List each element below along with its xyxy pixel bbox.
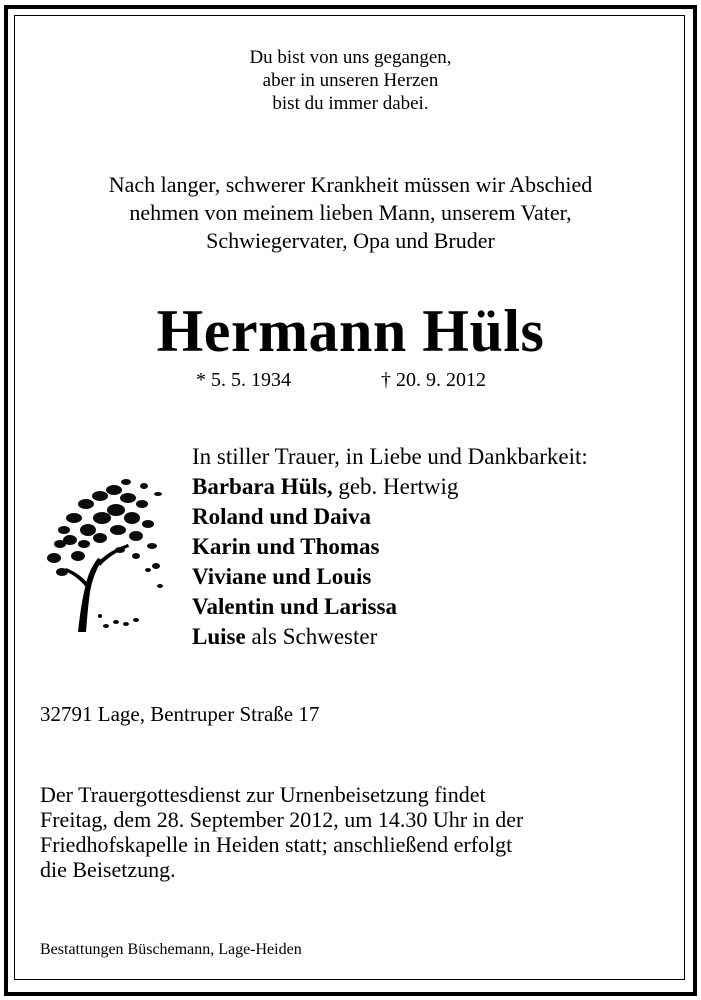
mourners-heading: In stiller Trauer, in Liebe und Dankbarkeit:	[192, 444, 588, 469]
deceased-name: Hermann Hüls	[156, 298, 545, 364]
mourner-row	[192, 622, 588, 652]
mourner-row	[192, 502, 588, 532]
mourner-name: Valentin und Larissa	[192, 594, 397, 619]
intro-line: Nach langer, schwerer Krankheit müssen wir Abschied	[108, 172, 593, 197]
mourner-name: Roland und Daiva	[192, 504, 371, 529]
mourner-name: Barbara Hüls,	[192, 474, 333, 499]
mourner-row	[192, 472, 588, 502]
mourner-name: Karin und Thomas	[192, 534, 380, 559]
tree-icon	[40, 474, 170, 634]
mourner-note: geb. Hertwig	[332, 474, 459, 499]
death-date: † 20. 9. 2012	[381, 369, 486, 391]
poem-line: bist du immer dabei.	[272, 93, 429, 114]
poem-line: aber in unseren Herzen	[262, 70, 439, 91]
mourner-note: als Schwester	[245, 624, 378, 649]
intro-text	[0, 171, 701, 255]
mourner-name: Luise	[192, 624, 246, 649]
mourners-list	[192, 442, 588, 652]
mourner-row	[192, 532, 588, 562]
intro-line: nehmen von meinem lieben Mann, unserem Vater,	[129, 200, 572, 225]
undertaker: Bestattungen Büschemann, Lage-Heiden	[40, 941, 302, 958]
service-notice	[40, 782, 660, 882]
service-line: Freitag, dem 28. September 2012, um 14.30 Uhr in der	[40, 807, 524, 832]
poem	[0, 46, 701, 115]
intro-line: Schwiegervater, Opa und Bruder	[206, 228, 495, 253]
address: 32791 Lage, Bentruper Straße 17	[40, 702, 320, 726]
mourner-row	[192, 592, 588, 622]
birth-date: * 5. 5. 1934	[196, 369, 291, 391]
service-line: die Beisetzung.	[40, 857, 176, 882]
mourner-name: Viviane und Louis	[192, 564, 372, 589]
mourner-row	[192, 562, 588, 592]
poem-line: Du bist von uns gegangen,	[249, 47, 452, 68]
service-line: Der Trauergottesdienst zur Urnenbeisetzung findet	[40, 782, 486, 807]
service-line: Friedhofskapelle in Heiden statt; anschließend erfolgt	[40, 832, 513, 857]
